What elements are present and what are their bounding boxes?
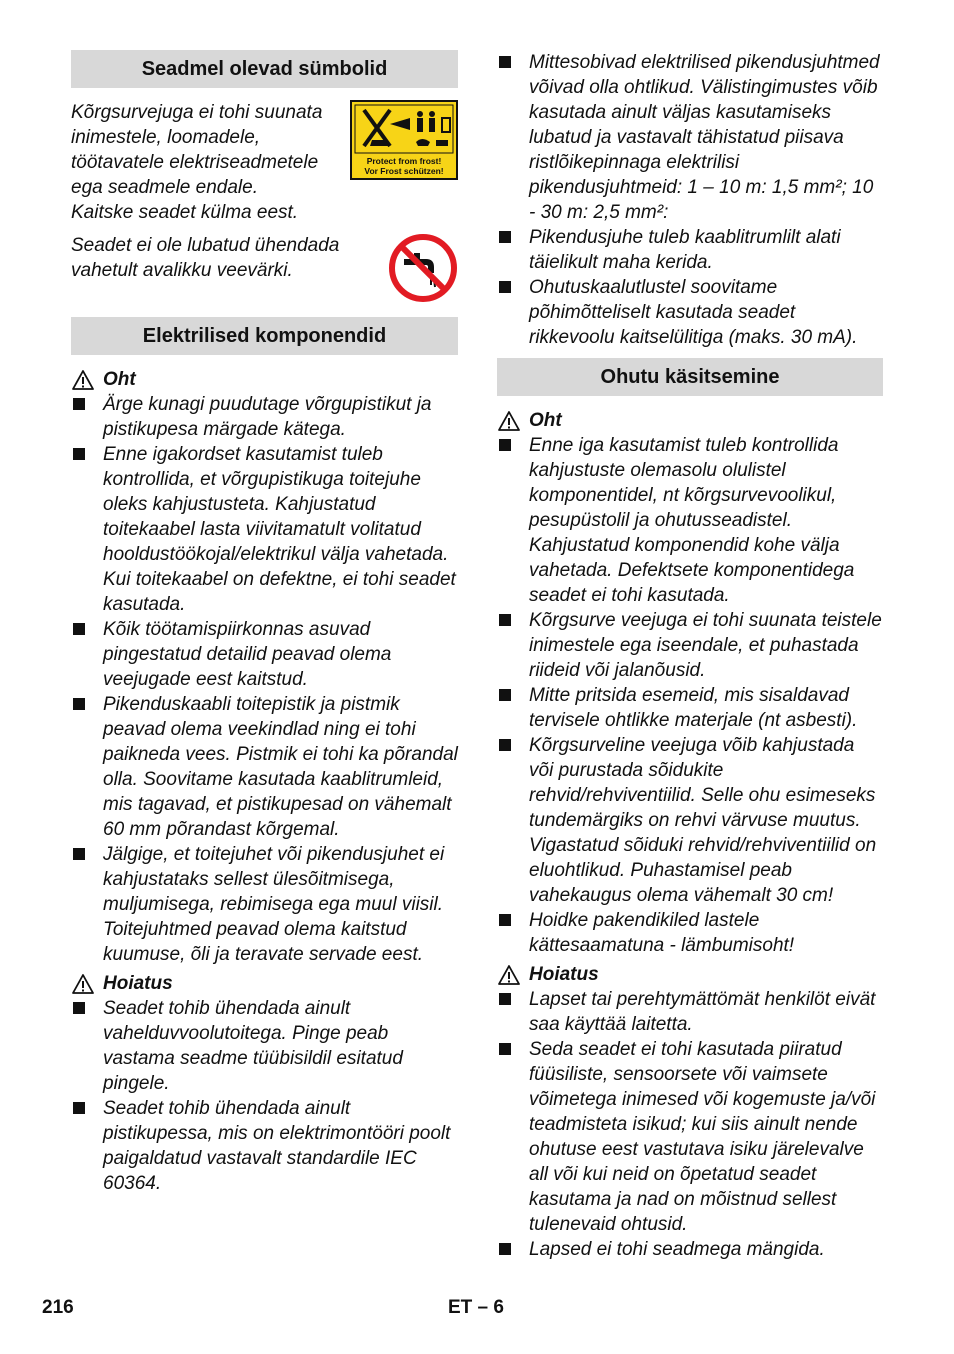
list-item: Lapset tai perehtymättömät henkilöt eivät saa käyttää laitetta. (497, 987, 883, 1037)
warning-triangle-icon (71, 369, 95, 391)
list-item: Kõik töötamispiirkonnas asuvad pingestatud detailid peavad olema veejugade eest kaitstud. (71, 617, 458, 692)
symbol2-text: Seadet ei ole lubatud ühendada vahetult avalikku veevärki. (71, 235, 340, 281)
list-item: Pikenduskaabli toitepistik ja pistmik peavad olema veekindlad ning ei tohi paikneda vees. Pistmik ei tohi ka põrandal olla. Soovitame kasutada kaablitrumleid, mis tagavad, et pistikupesad on vähemalt 60 mm põrandast kõrgemal. (71, 692, 458, 842)
warning-triangle-icon (497, 964, 521, 986)
electric-heading: Elektrilised komponendid (71, 317, 458, 355)
list-item: Lapsed ei tohi seadmega mängida. (497, 1237, 883, 1262)
warning-list-left (71, 996, 458, 1196)
warning-label-left: Hoiatus (71, 971, 458, 996)
danger-label-left: Oht (71, 367, 458, 392)
warning-triangle-icon (497, 410, 521, 432)
list-item: Seda seadet ei tohi kasutada piiratud füüsiliste, sensoorsete või vaimsete võimetega inimesed või kogemuste ja/või teadmisteta isikud; kui siis ainult nende ohutuse eest vastutava isiku järelevalve all või kui neid on õpetatud seadet kasutama ja nad on mõistnud sellest tulenevaid ohtusid. (497, 1037, 883, 1237)
list-item: Mitte pritsida esemeid, mis sisaldavad tervisele ohtlikke materjale (nt asbesti). (497, 683, 883, 733)
extension-cable-list (497, 50, 883, 350)
list-item: Ärge kunagi puudutage võrgupistikut ja pistikupesa märgade kätega. (71, 392, 458, 442)
language-page-label: ET – 6 (448, 1297, 504, 1318)
frost-label-de: Vor Frost schützen! (364, 166, 444, 176)
list-item: Mittesobivad elektrilised pikendusjuhtmed võivad olla ohtlikud. Välistingimustes võib kasutada ainult väljas kasutamiseks lubatud ja vastavalt tähistatud piisava ristlõikepinnaga elektrilisi pikendusjuhtmeid: 1 – 10 m: 1,5 mm²; 10 - 30 m: 2,5 mm²: (497, 50, 883, 225)
warning-triangle-icon (71, 973, 95, 995)
list-item: Enne igakordset kasutamist tuleb kontrollida, et võrgupistikuga toitejuhe oleks kahjustusteta. Kahjustatud toitekaabel lasta viivitamatult volitatud hooldustöökojal/elektrikul välja vahetada. Kui toitekaabel on defektne, ei tohi seadet kasutada. (71, 442, 458, 617)
pressure-washer-warning-icon (350, 100, 458, 180)
list-item: Hoidke pakendikiled lastele kättesaamatuna - lämbumisoht! (497, 908, 883, 958)
symbol-row-tap (71, 233, 458, 303)
danger-label-right: Oht (497, 408, 883, 433)
page-number: 216 (42, 1297, 74, 1318)
frost-label-en: Protect from frost! (366, 156, 442, 166)
symbol1-text2: Kaitske seadet külma eest. (71, 202, 299, 223)
list-item: Enne iga kasutamist tuleb kontrollida kahjustuste olemasolu olulistel komponentidel, nt kõrgsurvevoolikul, pesupüstolil ja ohutusseadistel. Kahjustatud komponendid kohe välja vahetada. Defektsete komponentidega seadet ei tohi kasutada. (497, 433, 883, 608)
list-item: Seadet tohib ühendada ainult pistikupessa, mis on elektrimontööri poolt paigaldatud vastavalt standardile IEC 60364. (71, 1096, 458, 1196)
symbol-row-frost (71, 100, 458, 225)
no-direct-water-supply-icon (388, 233, 458, 303)
safe-handling-heading: Ohutu käsitsemine (497, 358, 883, 396)
symbols-heading: Seadmel olevad sümbolid (71, 50, 458, 88)
warning-label-right: Hoiatus (497, 962, 883, 987)
right-column (497, 50, 883, 1262)
list-item: Seadet tohib ühendada ainult vahelduvvoolutoitega. Pinge peab vastama seadme tüübisildil esitatud pingele. (71, 996, 458, 1096)
left-column (71, 50, 458, 1196)
list-item: Kõrgsurve veejuga ei tohi suunata teistele inimestele ega iseendale, et puhastada riideid või jalanõusid. (497, 608, 883, 683)
danger-list-right (497, 433, 883, 958)
list-item: Ohutuskaalutlustel soovitame põhimõtteliselt kasutada seadet rikkevoolu kaitselülitiga (maks. 30 mA). (497, 275, 883, 350)
list-item: Kõrgsurveline veejuga võib kahjustada või purustada sõidukite rehvid/rehviventiilid. Selle ohu esimeseks tundemärgiks on rehvi värvuse muutus. Vigastatud sõiduki rehvid/rehviventiilid on eluohtlikud. Puhastamisel peab vahekaugus olema vähemalt 30 cm! (497, 733, 883, 908)
symbol1-text: Kõrgsurvejuga ei tohi suunata inimestele, loomadele, töötavatele elektriseadmetele ega seadmele endale. (71, 102, 323, 198)
list-item: Jälgige, et toitejuhet või pikendusjuhet ei kahjustataks sellest ülesõitmisega, muljumisega, rebimisega ega muul viisil. Toitejuhtmed peavad olema kaitstud kuumuse, õli ja teravate servade eest. (71, 842, 458, 967)
list-item: Pikendusjuhe tuleb kaablitrumlilt alati täielikult maha kerida. (497, 225, 883, 275)
danger-list-left (71, 392, 458, 967)
warning-list-right (497, 987, 883, 1262)
